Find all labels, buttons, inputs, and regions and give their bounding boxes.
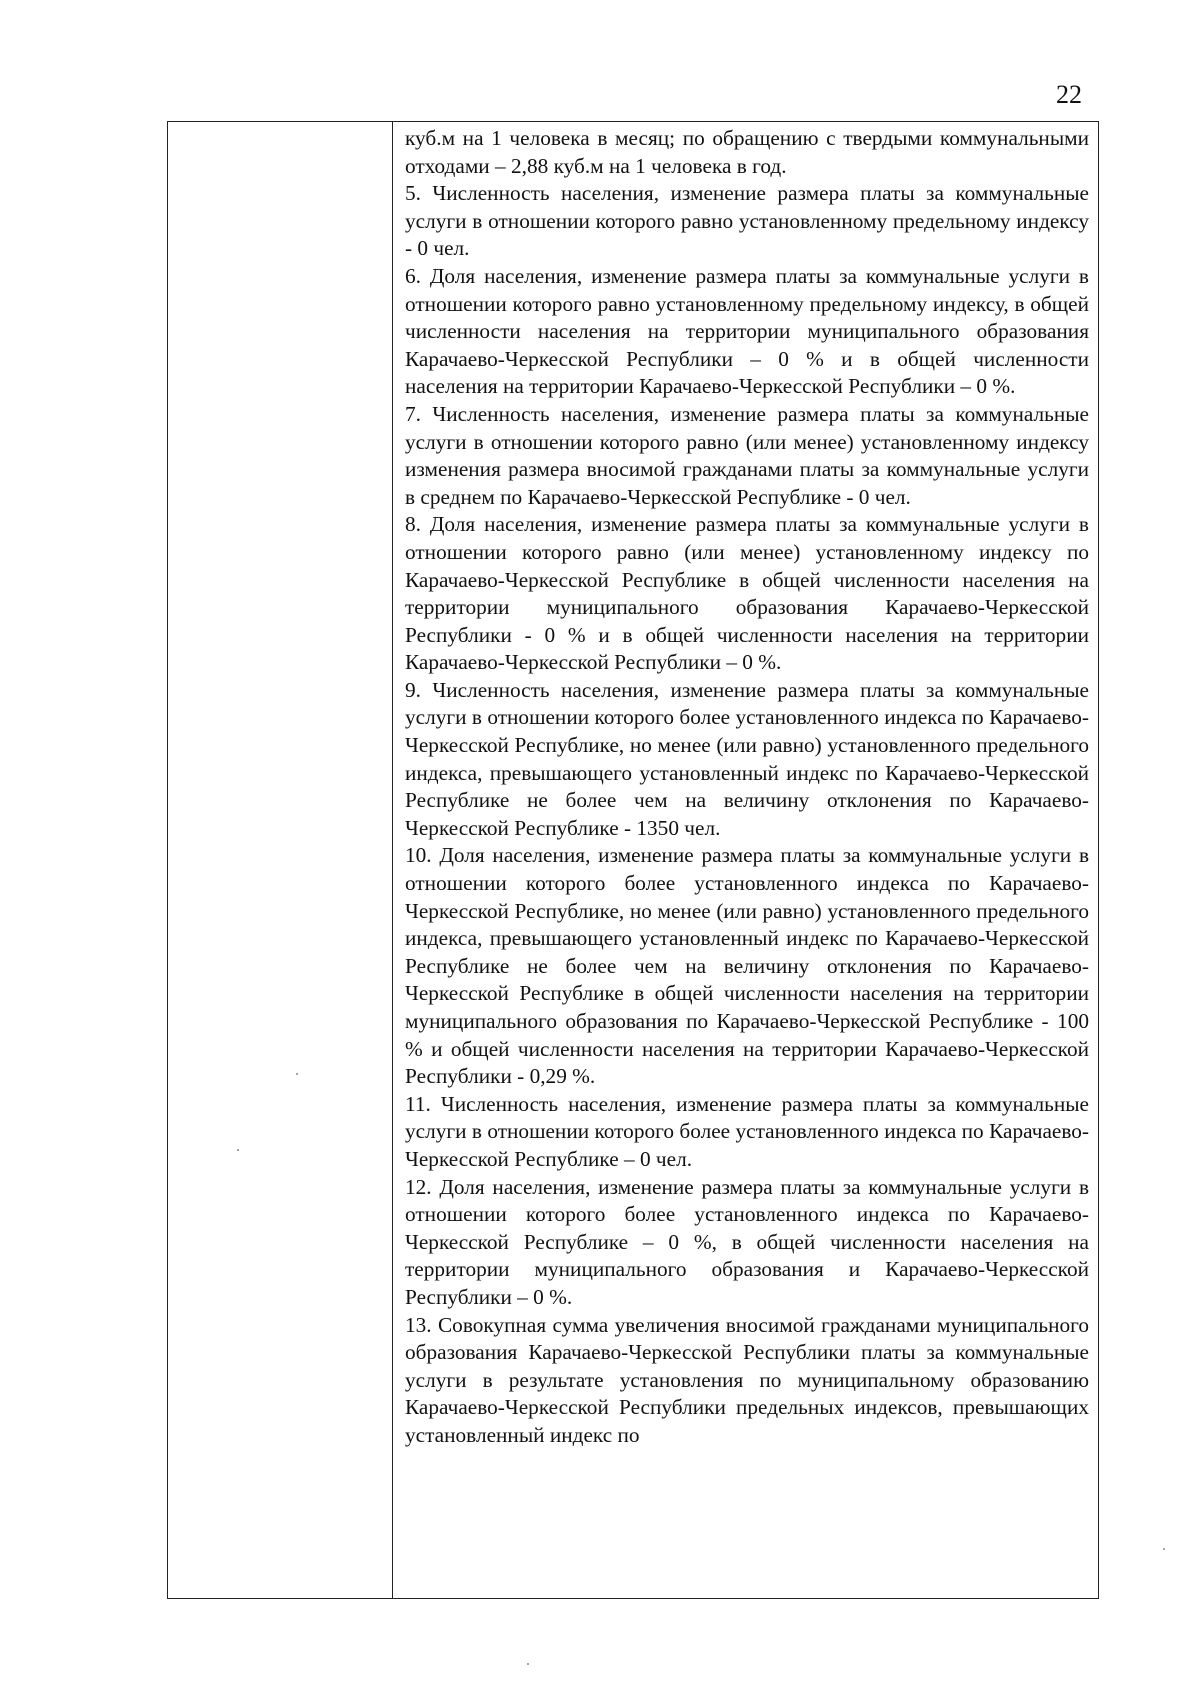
scan-speck: [527, 1663, 529, 1665]
paragraph-item-7: 7. Численность населения, изменение размера платы за коммунальные услуги в отношении которого равно (или менее) установленному индексу изменения размера вносимой гражданами платы за коммунальные услуги в среднем по Карачаево-Черкесской Республике - 0 чел.: [405, 401, 1089, 509]
scan-speck: [1163, 1548, 1165, 1550]
table-right-column: [394, 122, 1097, 1598]
paragraph-item-5: 5. Численность населения, изменение размера платы за коммунальные услуги в отношении которого равно установленному предельному индексу - 0 чел.: [405, 181, 1089, 261]
scan-speck: [296, 1073, 298, 1075]
paragraph-item-12: 12. Доля населения, изменение размера платы за коммунальные услуги в отношении которого более установленного индекса по Карачаево-Черкесской Республике – 0 %, в общей численности населения на территории муниципального образования и Карачаево-Черкесской Республики – 0 %.: [405, 1174, 1089, 1309]
page-number: 22: [1056, 80, 1082, 109]
paragraph-item-10: 10. Доля населения, изменение размера платы за коммунальные услуги в отношении которого более установленного индекса по Карачаево-Черкесской Республике, но менее (или равно) установленного предельного индекса, превышающего установленный индекс по Карачаево-Черкесской Республике не более чем на величину отклонения по Карачаево-Черкесской Республике в общей численности населения на территории муниципального образования по Карачаево-Черкесской Республике - 100 % и общей численности населения на территории Карачаево-Черкесской Республики - 0,29 %.: [405, 843, 1089, 1089]
table-left-column: [168, 122, 393, 1598]
paragraph-item-13: 13. Совокупная сумма увеличения вносимой гражданами муниципального образования Карачаево-Черкесской Республики платы за коммунальные услуги в результате установления по муниципальному образованию Карачаево-Черкесской Республики предельных индексов, превышающих установленный индекс по: [405, 1312, 1089, 1447]
paragraph-item-9: 9. Численность населения, изменение размера платы за коммунальные услуги в отношении которого более установленного индекса по Карачаево-Черкесской Республике, но менее (или равно) установленного предельного индекса, превышающего установленный индекс по Карачаево-Черкесской Республике не более чем на величину отклонения по Карачаево-Черкесской Республике - 1350 чел.: [405, 677, 1089, 840]
document-table: [167, 121, 1099, 1599]
paragraph-item-11: 11. Численность населения, изменение размера платы за коммунальные услуги в отношении которого более установленного индекса по Карачаево-Черкесской Республике – 0 чел.: [405, 1091, 1089, 1171]
paragraph-item-6: 6. Доля населения, изменение размера платы за коммунальные услуги в отношении которого равно установленному предельному индексу, в общей численности населения на территории муниципального образования Карачаево-Черкесской Республики – 0 % и в общей численности населения на территории Карачаево-Черкесской Республики – 0 %.: [405, 263, 1089, 399]
scan-speck: [237, 1149, 239, 1151]
paragraph-item-8: 8. Доля населения, изменение размера платы за коммунальные услуги в отношении которого равно (или менее) установленному индексу по Карачаево-Черкесской Республике в общей численности населения на территории муниципального образования Карачаево-Черкесской Республики - 0 % и в общей численности населения на территории Карачаево-Черкесской Республики – 0 %.: [405, 512, 1089, 675]
paragraph-continuation: куб.м на 1 человека в месяц; по обращению с твердыми коммунальными отходами – 2,88 куб.м на 1 человека в год.: [405, 126, 1089, 178]
